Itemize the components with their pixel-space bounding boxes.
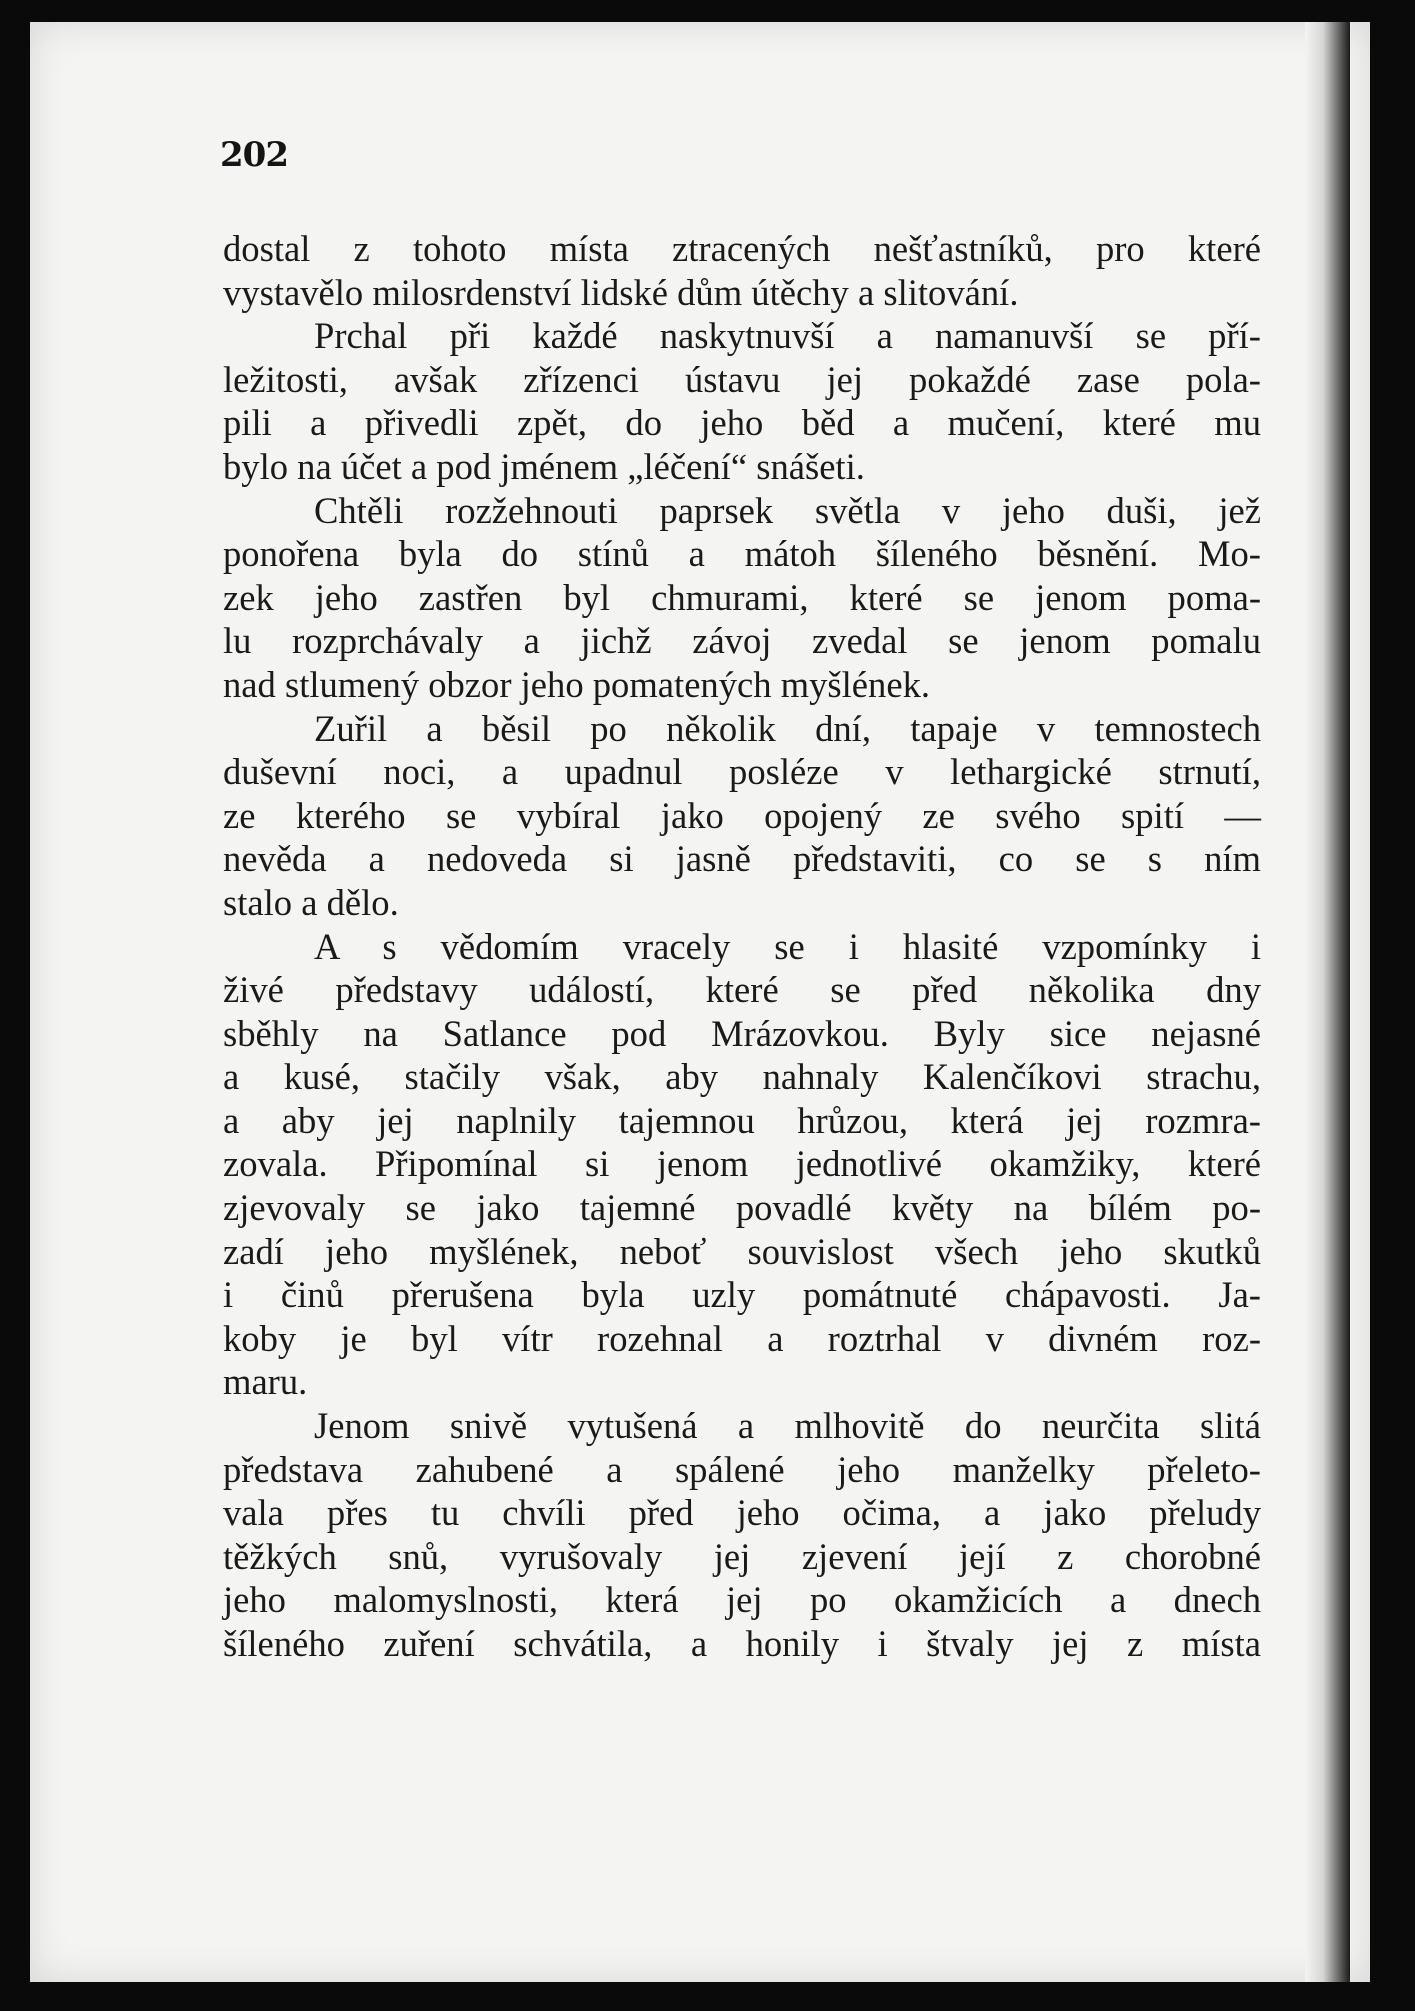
page-edge-shadow — [1305, 22, 1350, 1982]
text-line: zadí jeho myšlének, neboť souvislost všech jeho skutků — [223, 1230, 1261, 1272]
text-line: koby je byl vítr rozehnal a roztrhal v divném roz- — [223, 1317, 1261, 1359]
text-line: Chtěli rozžehnouti paprsek světla v jeho duši, jež — [314, 489, 1261, 531]
text-line: A s vědomím vracely se i hlasité vzpomínky i — [314, 925, 1261, 967]
text-line: živé představy událostí, které se před několika dny — [223, 969, 1261, 1011]
book-page — [30, 22, 1370, 1982]
text-line: těžkých snů, vyrušovaly jej zjevení její z chorobné — [223, 1535, 1261, 1577]
text-line: a aby jej naplnily tajemnou hrůzou, která jej rozmra- — [223, 1099, 1261, 1141]
text-line: pili a přivedli zpět, do jeho běd a mučení, které mu — [223, 402, 1261, 444]
text-line: zek jeho zastřen byl chmurami, které se jenom poma- — [223, 576, 1261, 618]
body-text — [223, 227, 1261, 1666]
text-line: zjevovaly se jako tajemné povadlé květy na bílém po- — [223, 1187, 1261, 1229]
text-line: Prchal při každé naskytnuvší a namanuvší se pří- — [314, 315, 1261, 357]
text-line: bylo na účet a pod jménem „léčení“ snášeti. — [223, 445, 865, 487]
text-line: ponořena byla do stínů a mátoh šíleného běsnění. Mo- — [223, 533, 1261, 575]
text-line: duševní noci, a upadnul posléze v lethargické strnutí, — [223, 751, 1261, 793]
text-line: jeho malomyslnosti, která jej po okamžicích a dnech — [223, 1579, 1261, 1621]
text-line: představa zahubené a spálené jeho manželky přeleto- — [223, 1448, 1261, 1490]
text-line: vystavělo milosrdenství lidské dům útěchy a slitování. — [223, 271, 1019, 313]
text-line: Zuřil a běsil po několik dní, tapaje v temnostech — [314, 707, 1261, 749]
text-line: lu rozprchávaly a jichž závoj zvedal se jenom pomalu — [223, 620, 1261, 662]
text-line: dostal z tohoto místa ztracených nešťastníků, pro které — [223, 228, 1261, 269]
text-line: a kusé, stačily však, aby nahnaly Kalenčíkovi strachu, — [223, 1056, 1261, 1098]
text-line: Jenom snivě vytušená a mlhovitě do neurčita slitá — [314, 1405, 1261, 1447]
text-line: zovala. Připomínal si jenom jednotlivé okamžiky, které — [223, 1143, 1261, 1185]
text-line: vala přes tu chvíli před jeho očima, a jako přeludy — [223, 1492, 1261, 1534]
page-number: 202 — [220, 135, 288, 175]
text-line: nad stlumený obzor jeho pomatených myšlének. — [223, 663, 931, 705]
text-line: ležitosti, avšak zřízenci ústavu jej pokaždé zase pola- — [223, 358, 1261, 400]
text-line: sběhly na Satlance pod Mrázovkou. Byly sice nejasné — [223, 1012, 1261, 1054]
text-line: šíleného zuření schvátila, a honily i štvaly jej z místa — [223, 1623, 1261, 1664]
text-line: stalo a dělo. — [223, 881, 399, 923]
text-line: nevěda a nedoveda si jasně představiti, co se s ním — [223, 838, 1261, 880]
text-line: ze kterého se vybíral jako opojený ze svého spití — — [223, 794, 1261, 836]
text-line: i činů přerušena byla uzly pomátnuté chápavosti. Ja- — [223, 1274, 1261, 1316]
text-line: maru. — [223, 1361, 308, 1403]
